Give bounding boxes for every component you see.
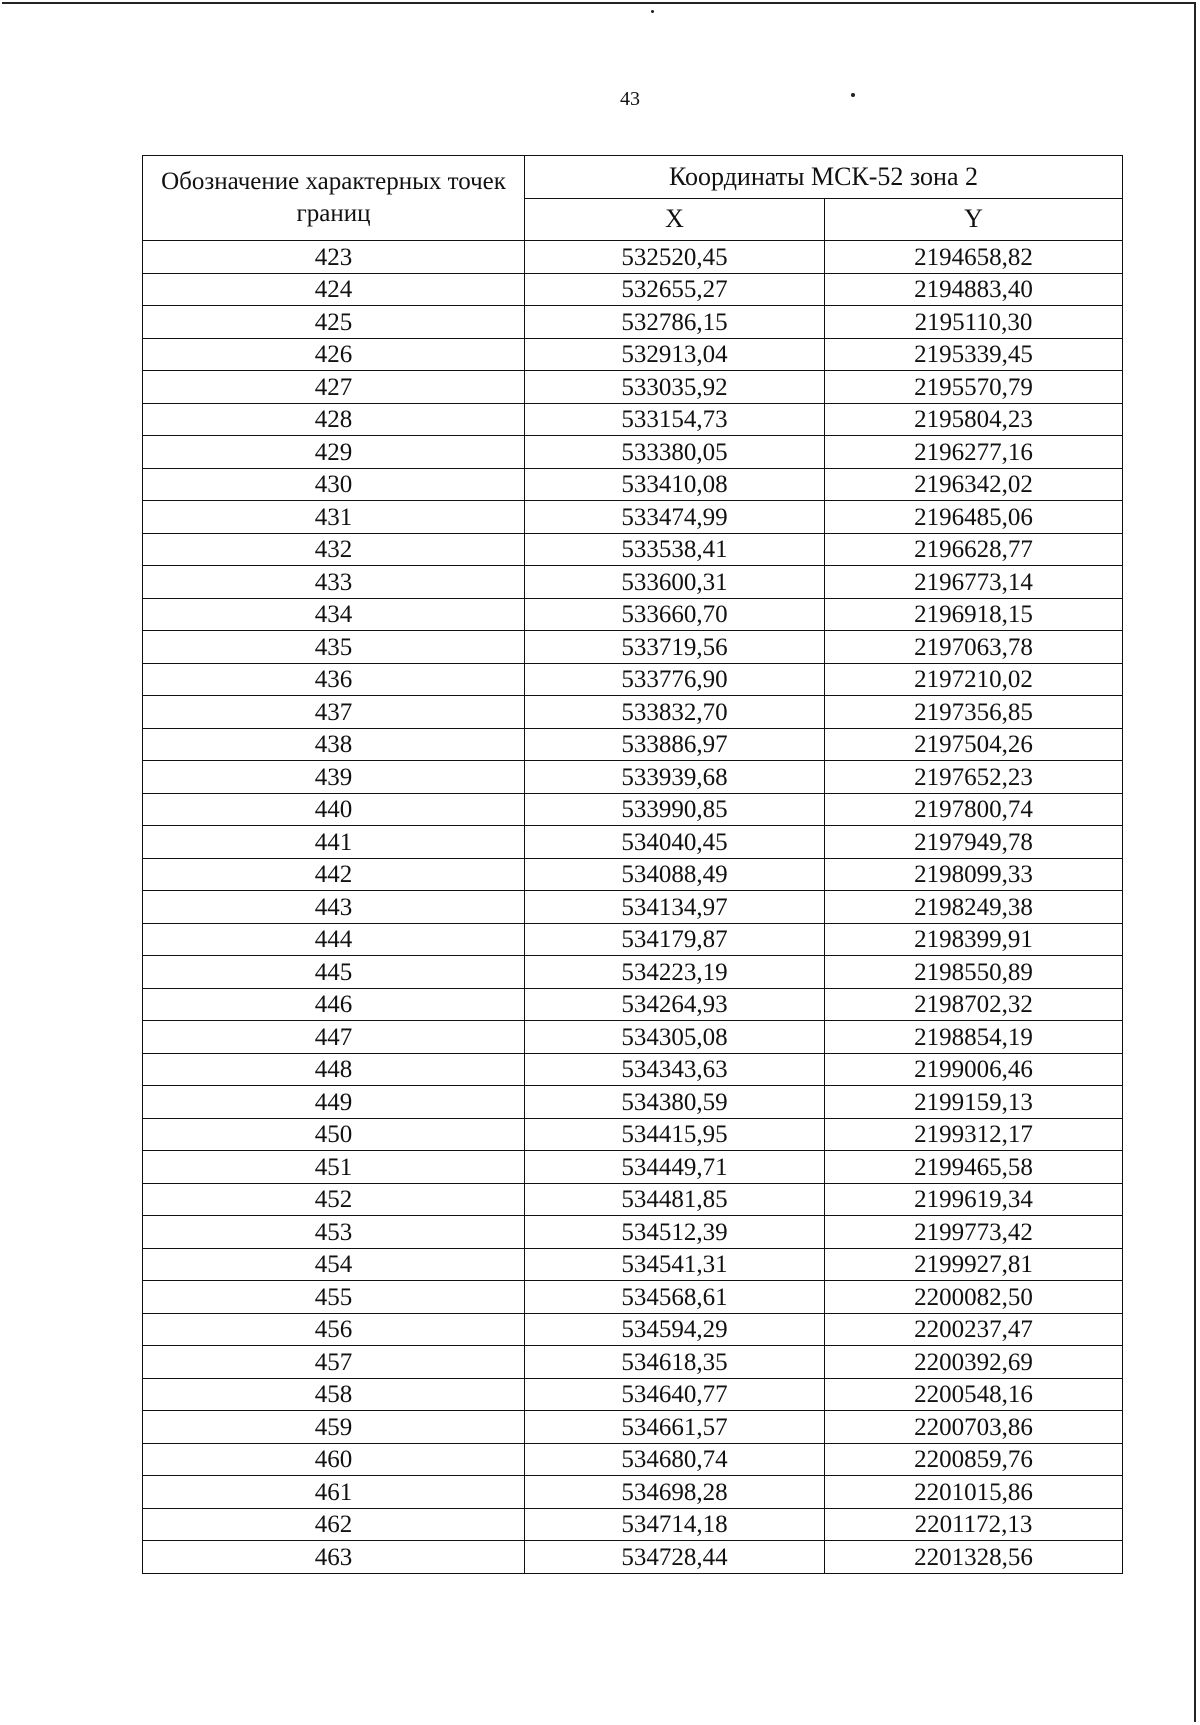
point-cell: 452 <box>143 1183 525 1216</box>
point-cell: 432 <box>143 533 525 566</box>
point-cell: 431 <box>143 501 525 534</box>
point-cell: 424 <box>143 273 525 306</box>
point-cell: 451 <box>143 1151 525 1184</box>
y-cell: 2196628,77 <box>825 533 1123 566</box>
point-cell: 460 <box>143 1443 525 1476</box>
y-cell: 2196918,15 <box>825 598 1123 631</box>
table-row <box>143 436 1123 469</box>
table-row <box>143 566 1123 599</box>
point-cell: 449 <box>143 1086 525 1119</box>
table-row <box>143 241 1123 274</box>
table-row <box>143 1411 1123 1444</box>
table-row <box>143 826 1123 859</box>
y-cell: 2200082,50 <box>825 1281 1123 1314</box>
table-row <box>143 891 1123 924</box>
x-cell: 533776,90 <box>525 663 825 696</box>
point-cell: 446 <box>143 988 525 1021</box>
y-cell: 2195804,23 <box>825 403 1123 436</box>
x-cell: 534088,49 <box>525 858 825 891</box>
point-cell: 443 <box>143 891 525 924</box>
table-row <box>143 598 1123 631</box>
point-cell: 423 <box>143 241 525 274</box>
point-cell: 462 <box>143 1508 525 1541</box>
table-row <box>143 273 1123 306</box>
y-cell: 2201328,56 <box>825 1541 1123 1574</box>
point-cell: 434 <box>143 598 525 631</box>
x-cell: 533600,31 <box>525 566 825 599</box>
table-row <box>143 371 1123 404</box>
header-y: Y <box>825 198 1123 241</box>
x-cell: 534415,95 <box>525 1118 825 1151</box>
y-cell: 2195339,45 <box>825 338 1123 371</box>
table-body <box>143 241 1123 1574</box>
x-cell: 533832,70 <box>525 696 825 729</box>
y-cell: 2197652,23 <box>825 761 1123 794</box>
x-cell: 533719,56 <box>525 631 825 664</box>
table-row <box>143 403 1123 436</box>
point-cell: 428 <box>143 403 525 436</box>
table-row <box>143 956 1123 989</box>
table-row <box>143 501 1123 534</box>
x-cell: 533660,70 <box>525 598 825 631</box>
header-point-label: Обозначение характерных точек границ <box>143 156 525 241</box>
point-cell: 426 <box>143 338 525 371</box>
point-cell: 429 <box>143 436 525 469</box>
x-cell: 534594,29 <box>525 1313 825 1346</box>
y-cell: 2200392,69 <box>825 1346 1123 1379</box>
table-row <box>143 631 1123 664</box>
y-cell: 2194658,82 <box>825 241 1123 274</box>
point-cell: 447 <box>143 1021 525 1054</box>
x-cell: 533410,08 <box>525 468 825 501</box>
point-cell: 439 <box>143 761 525 794</box>
table-row <box>143 1476 1123 1509</box>
y-cell: 2195570,79 <box>825 371 1123 404</box>
table-row <box>143 988 1123 1021</box>
point-cell: 438 <box>143 728 525 761</box>
x-cell: 534305,08 <box>525 1021 825 1054</box>
table-row <box>143 923 1123 956</box>
table-row <box>143 1086 1123 1119</box>
x-cell: 534223,19 <box>525 956 825 989</box>
point-cell: 456 <box>143 1313 525 1346</box>
point-cell: 459 <box>143 1411 525 1444</box>
y-cell: 2201015,86 <box>825 1476 1123 1509</box>
y-cell: 2196485,06 <box>825 501 1123 534</box>
x-cell: 534568,61 <box>525 1281 825 1314</box>
table-row <box>143 533 1123 566</box>
table-row <box>143 1183 1123 1216</box>
y-cell: 2199312,17 <box>825 1118 1123 1151</box>
point-cell: 425 <box>143 306 525 339</box>
point-cell: 440 <box>143 793 525 826</box>
point-cell: 461 <box>143 1476 525 1509</box>
point-cell: 453 <box>143 1216 525 1249</box>
x-cell: 533154,73 <box>525 403 825 436</box>
table-row <box>143 306 1123 339</box>
y-cell: 2198249,38 <box>825 891 1123 924</box>
table-row <box>143 1281 1123 1314</box>
x-cell: 533990,85 <box>525 793 825 826</box>
x-cell: 532655,27 <box>525 273 825 306</box>
point-cell: 455 <box>143 1281 525 1314</box>
point-cell: 433 <box>143 566 525 599</box>
point-cell: 441 <box>143 826 525 859</box>
x-cell: 533380,05 <box>525 436 825 469</box>
table-row <box>143 696 1123 729</box>
y-cell: 2197504,26 <box>825 728 1123 761</box>
table-row <box>143 1443 1123 1476</box>
point-cell: 444 <box>143 923 525 956</box>
table-row <box>143 1346 1123 1379</box>
x-cell: 533939,68 <box>525 761 825 794</box>
point-cell: 437 <box>143 696 525 729</box>
table-row <box>143 663 1123 696</box>
x-cell: 534179,87 <box>525 923 825 956</box>
table-row <box>143 1248 1123 1281</box>
y-cell: 2200859,76 <box>825 1443 1123 1476</box>
y-cell: 2198854,19 <box>825 1021 1123 1054</box>
x-cell: 534728,44 <box>525 1541 825 1574</box>
x-cell: 534618,35 <box>525 1346 825 1379</box>
page-number: 43 <box>620 88 640 110</box>
y-cell: 2196277,16 <box>825 436 1123 469</box>
x-cell: 534380,59 <box>525 1086 825 1119</box>
x-cell: 534343,63 <box>525 1053 825 1086</box>
table-row <box>143 858 1123 891</box>
y-cell: 2199619,34 <box>825 1183 1123 1216</box>
point-cell: 458 <box>143 1378 525 1411</box>
table-row <box>143 1053 1123 1086</box>
y-cell: 2200703,86 <box>825 1411 1123 1444</box>
point-cell: 435 <box>143 631 525 664</box>
table-row <box>143 1216 1123 1249</box>
point-cell: 430 <box>143 468 525 501</box>
x-cell: 533886,97 <box>525 728 825 761</box>
point-cell: 427 <box>143 371 525 404</box>
y-cell: 2198399,91 <box>825 923 1123 956</box>
y-cell: 2197800,74 <box>825 793 1123 826</box>
y-cell: 2199006,46 <box>825 1053 1123 1086</box>
x-cell: 533035,92 <box>525 371 825 404</box>
table-row <box>143 761 1123 794</box>
y-cell: 2197949,78 <box>825 826 1123 859</box>
y-cell: 2197210,02 <box>825 663 1123 696</box>
table-row <box>143 1541 1123 1574</box>
x-cell: 532786,15 <box>525 306 825 339</box>
y-cell: 2194883,40 <box>825 273 1123 306</box>
x-cell: 533538,41 <box>525 533 825 566</box>
y-cell: 2197356,85 <box>825 696 1123 729</box>
y-cell: 2198099,33 <box>825 858 1123 891</box>
header-x: X <box>525 198 825 241</box>
table-row <box>143 793 1123 826</box>
y-cell: 2198702,32 <box>825 988 1123 1021</box>
y-cell: 2199927,81 <box>825 1248 1123 1281</box>
x-cell: 534640,77 <box>525 1378 825 1411</box>
x-cell: 534714,18 <box>525 1508 825 1541</box>
y-cell: 2199159,13 <box>825 1086 1123 1119</box>
table-row <box>143 1378 1123 1411</box>
point-cell: 457 <box>143 1346 525 1379</box>
x-cell: 534481,85 <box>525 1183 825 1216</box>
x-cell: 534134,97 <box>525 891 825 924</box>
x-cell: 534040,45 <box>525 826 825 859</box>
x-cell: 534512,39 <box>525 1216 825 1249</box>
table-row <box>143 468 1123 501</box>
scan-speck <box>651 10 654 13</box>
table-row <box>143 1313 1123 1346</box>
y-cell: 2198550,89 <box>825 956 1123 989</box>
x-cell: 534680,74 <box>525 1443 825 1476</box>
table-row <box>143 338 1123 371</box>
point-cell: 442 <box>143 858 525 891</box>
x-cell: 533474,99 <box>525 501 825 534</box>
x-cell: 534264,93 <box>525 988 825 1021</box>
y-cell: 2200548,16 <box>825 1378 1123 1411</box>
point-cell: 450 <box>143 1118 525 1151</box>
point-cell: 463 <box>143 1541 525 1574</box>
point-cell: 454 <box>143 1248 525 1281</box>
x-cell: 532520,45 <box>525 241 825 274</box>
coordinates-table <box>142 155 1123 1574</box>
point-cell: 436 <box>143 663 525 696</box>
table-row <box>143 1021 1123 1054</box>
x-cell: 534449,71 <box>525 1151 825 1184</box>
table-row <box>143 1508 1123 1541</box>
y-cell: 2195110,30 <box>825 306 1123 339</box>
x-cell: 532913,04 <box>525 338 825 371</box>
y-cell: 2199773,42 <box>825 1216 1123 1249</box>
header-coordinate-system: Координаты МСК-52 зона 2 <box>525 156 1123 199</box>
x-cell: 534541,31 <box>525 1248 825 1281</box>
y-cell: 2200237,47 <box>825 1313 1123 1346</box>
table-row <box>143 1151 1123 1184</box>
x-cell: 534661,57 <box>525 1411 825 1444</box>
y-cell: 2196773,14 <box>825 566 1123 599</box>
table-row <box>143 728 1123 761</box>
y-cell: 2199465,58 <box>825 1151 1123 1184</box>
y-cell: 2196342,02 <box>825 468 1123 501</box>
table-row <box>143 1118 1123 1151</box>
x-cell: 534698,28 <box>525 1476 825 1509</box>
y-cell: 2201172,13 <box>825 1508 1123 1541</box>
point-cell: 445 <box>143 956 525 989</box>
point-cell: 448 <box>143 1053 525 1086</box>
y-cell: 2197063,78 <box>825 631 1123 664</box>
